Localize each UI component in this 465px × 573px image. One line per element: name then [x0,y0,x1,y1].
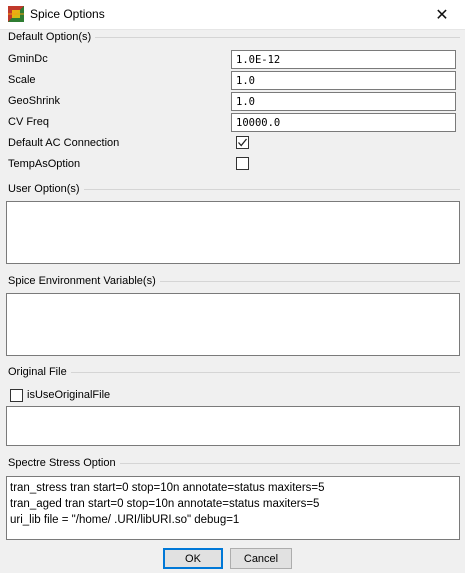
cvfreq-field[interactable]: 10000.0 [231,113,456,132]
spectre-stress-textarea[interactable] [6,476,460,540]
title-bar [0,0,465,30]
spice-env-textarea[interactable] [6,293,460,356]
gmindc-field[interactable]: 1.0E-12 [231,50,456,69]
user-options-textarea[interactable] [6,201,460,264]
section-title-spectre-stress: Spectre Stress Option [8,457,120,469]
stress-line: tran_stress tran start=0 stop=10n annotate=status maxiters=5 [10,482,325,494]
close-icon[interactable]: ✕ [435,7,449,24]
checkmark-icon [237,137,248,148]
gmindc-label: GminDc [8,53,48,65]
section-title-original-file: Original File [8,366,71,378]
default-ac-connection-checkbox[interactable] [236,136,249,149]
section-title-user-options: User Option(s) [8,183,84,195]
section-title-spice-env: Spice Environment Variable(s) [8,275,160,287]
dialog-body [0,30,465,573]
stress-line: uri_lib file = "/home/ .URI/libURI.so" debug=1 [10,514,240,526]
temp-as-option-label: TempAsOption [8,158,81,170]
geoshrink-field[interactable]: 1.0 [231,92,456,111]
cvfreq-label: CV Freq [8,116,49,128]
scale-label: Scale [8,74,36,86]
section-title-default-options: Default Option(s) [8,31,95,43]
stress-line: tran_aged tran start=0 stop=10n annotate=status maxiters=5 [10,498,320,510]
cancel-button[interactable]: Cancel [230,548,292,569]
scale-field[interactable]: 1.0 [231,71,456,90]
default-ac-connection-label: Default AC Connection [8,137,120,149]
is-use-original-file-checkbox[interactable] [10,389,23,402]
temp-as-option-checkbox[interactable] [236,157,249,170]
spice-app-icon [8,6,24,22]
window-title: Spice Options [30,7,105,21]
is-use-original-file-label: isUseOriginalFile [27,389,111,401]
ok-button[interactable]: OK [163,548,223,569]
geoshrink-label: GeoShrink [8,95,60,107]
original-file-textarea[interactable] [6,406,460,446]
section-divider [8,372,460,373]
